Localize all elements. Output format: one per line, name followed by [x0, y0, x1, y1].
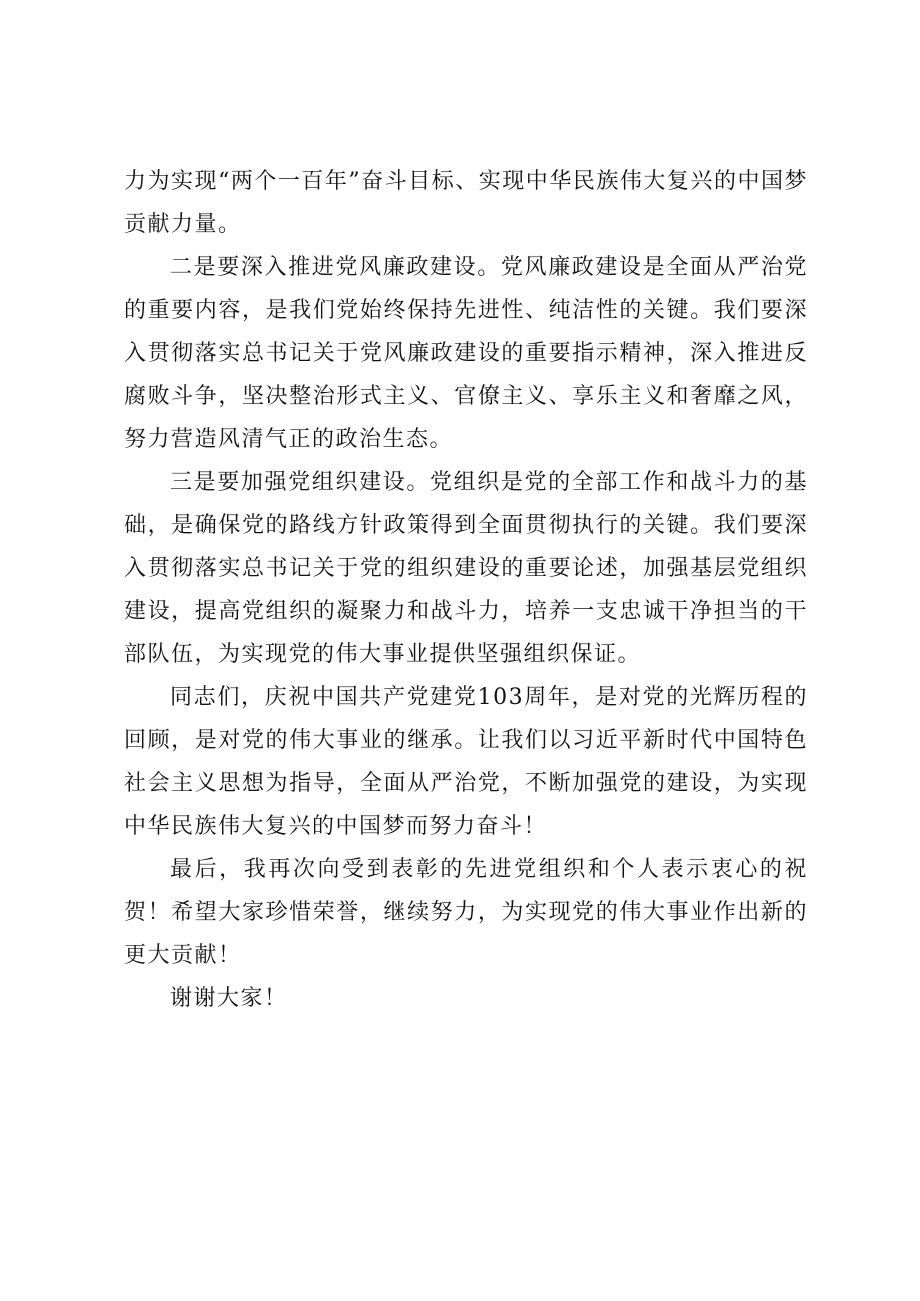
paragraph-party-organization: 三是要加强党组织建设。党组织是党的全部工作和战斗力的基础，是确保党的路线方针政策得到全面贯彻执行的关键。我们要深入贯彻落实总书记关于党的组织建设的重要论述，加强基层党组织建设，提高党组织的凝聚力和战斗力，培养一支忠诚干净担当的干部队伍，为实现党的伟大事业提供坚强组织保证。 [124, 470, 808, 667]
paragraph-continuation: 力为实现“两个一百年”奋斗目标、实现中华民族伟大复兴的中国梦贡献力量。 [124, 169, 808, 237]
paragraph-party-conduct: 二是要深入推进党风廉政建设。党风廉政建设是全面从严治党的重要内容，是我们党始终保持先进性、纯洁性的关键。我们要深入贯彻落实总书记关于党风廉政建设的重要指示精神，深入推进反腐败斗争，坚决整治形式主义、官僚主义、享乐主义和奢靡之风，努力营造风清气正的政治生态。 [124, 255, 808, 452]
paragraph-anniversary: 同志们，庆祝中国共产党建党103周年，是对党的光辉历程的回顾，是对党的伟大事业的继承。让我们以习近平新时代中国特色社会主义思想为指导，全面从严治党，不断加强党的建设，为实现中华民族伟大复兴的中国梦而努力奋斗！ [124, 685, 808, 839]
document-body [124, 160, 808, 1020]
paragraph-congratulations: 最后，我再次向受到表彰的先进党组织和个人表示衷心的祝贺！希望大家珍惜荣誉，继续努力，为实现党的伟大事业作出新的更大贡献！ [124, 857, 808, 968]
paragraph-thanks: 谢谢大家！ [170, 986, 288, 1011]
